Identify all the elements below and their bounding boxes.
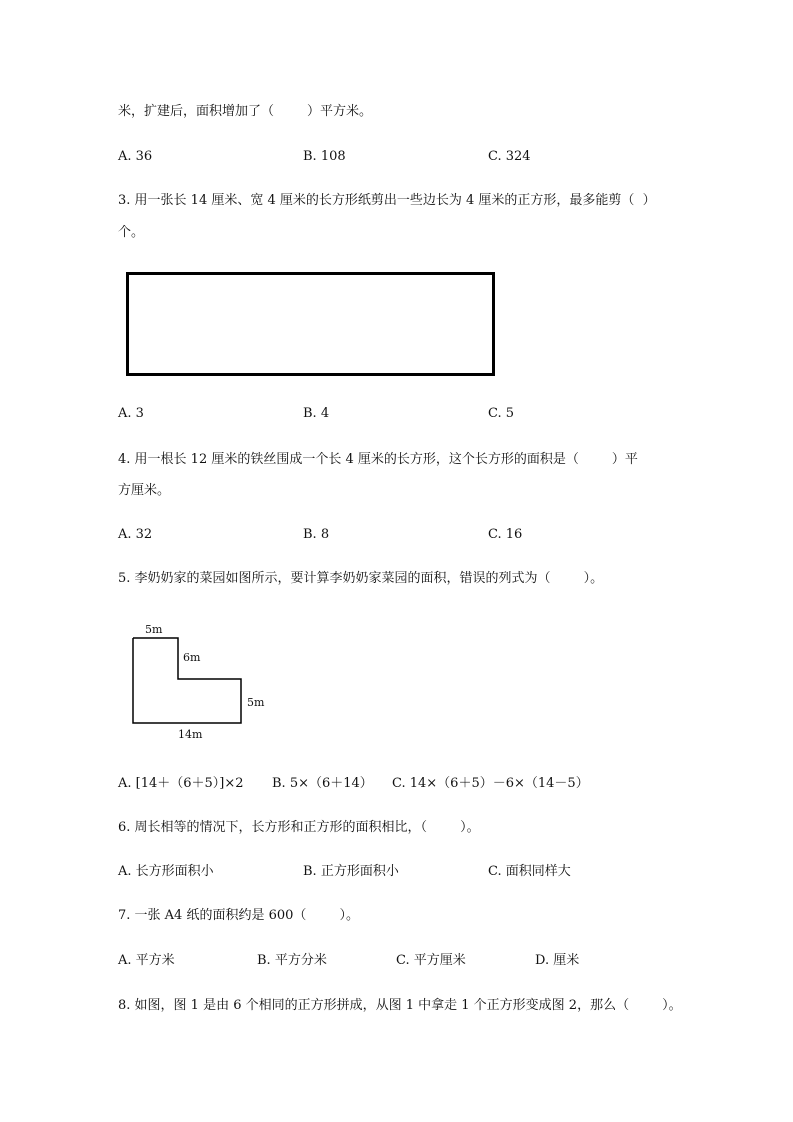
q3-option-c[interactable]: C. 5 <box>488 406 515 421</box>
q5-stem-line1: 5. 李奶奶家的菜园如图所示，要计算李奶奶家菜园的面积，错误的列式为（ ）。 <box>118 571 604 586</box>
q6-stem-line1: 6. 周长相等的情况下，长方形和正方形的面积相比，（ ）。 <box>118 820 480 835</box>
q7-option-a[interactable]: A. 平方米 <box>118 953 175 968</box>
label-top: 5m <box>145 623 163 636</box>
q5-option-c[interactable]: C. 14×（6＋5）－6×（14－5） <box>392 776 589 791</box>
q4-option-b[interactable]: B. 8 <box>303 527 330 542</box>
q6-option-c[interactable]: C. 面积同样大 <box>488 864 571 879</box>
q3-stem-line2: 个。 <box>118 225 145 240</box>
q4-option-a[interactable]: A. 32 <box>118 527 153 542</box>
q3-option-a[interactable]: A. 3 <box>118 406 144 421</box>
q5-option-a[interactable]: A. [14＋（6＋5）]×2 <box>118 776 244 791</box>
q2-stem-continued: 米，扩建后，面积增加了（ ）平方米。 <box>118 104 373 119</box>
q3-stem-line1: 3. 用一张长 14 厘米、宽 4 厘米的长方形纸剪出一些边长为 4 厘米的正方形，最多能剪（ ） <box>118 193 656 208</box>
q6-option-b[interactable]: B. 正方形面积小 <box>303 864 399 879</box>
q6-option-a[interactable]: A. 长方形面积小 <box>118 864 214 879</box>
label-inner: 6m <box>183 651 201 664</box>
q4-option-c[interactable]: C. 16 <box>488 527 523 542</box>
q2-option-a[interactable]: A. 36 <box>118 149 153 164</box>
q4-stem-line1: 4. 用一根长 12 厘米的铁丝围成一个长 4 厘米的长方形，这个长方形的面积是（ ）平 <box>118 452 638 467</box>
label-bottom: 14m <box>178 728 203 741</box>
q7-option-b[interactable]: B. 平方分米 <box>257 953 327 968</box>
q3-rectangle-figure <box>126 272 495 376</box>
q5-garden-figure <box>120 615 280 745</box>
q8-stem-line1: 8. 如图，图 1 是由 6 个相同的正方形拼成，从图 1 中拿走 1 个正方形变成图 2，那么（ ）。 <box>118 998 682 1013</box>
q7-option-c[interactable]: C. 平方厘米 <box>396 953 466 968</box>
q4-stem-line2: 方厘米。 <box>118 483 171 498</box>
q2-option-c[interactable]: C. 324 <box>488 149 531 164</box>
label-right: 5m <box>247 696 265 709</box>
q7-option-d[interactable]: D. 厘米 <box>535 953 580 968</box>
q5-option-b[interactable]: B. 5×（6＋14） <box>272 776 373 791</box>
q3-option-b[interactable]: B. 4 <box>303 406 330 421</box>
q2-option-b[interactable]: B. 108 <box>303 149 346 164</box>
q7-stem-line1: 7. 一张 A4 纸的面积约是 600（ ）。 <box>118 908 359 923</box>
